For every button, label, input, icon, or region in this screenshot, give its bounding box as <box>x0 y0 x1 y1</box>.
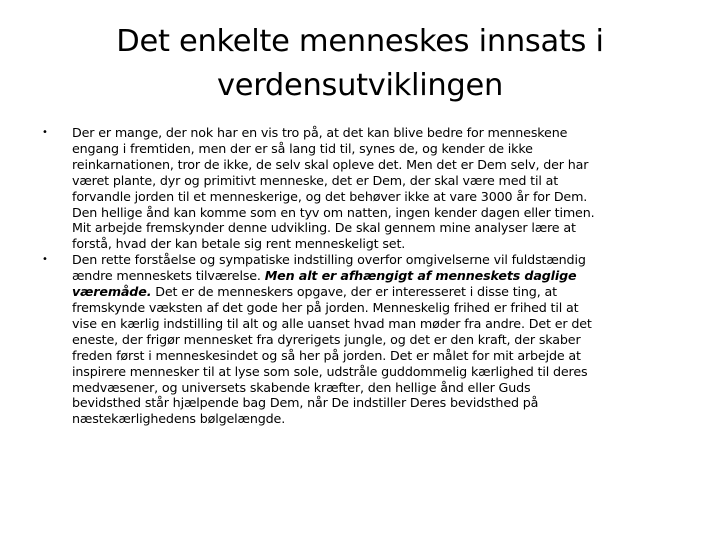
text-line <box>72 268 692 284</box>
text-line: engang i fremtiden, men der er så lang tid til, synes de, og kender de ikke <box>72 140 533 156</box>
slide-title-line: verdensutviklingen <box>217 68 503 103</box>
text-line: været plante, dyr og primitivt menneske, det er Dem, der skal være med til at <box>72 172 559 188</box>
bullet-icon: • <box>42 254 48 266</box>
text-line: forvandle jorden til et menneskerige, og det behøver ikke at vare 3000 år for Dem. <box>72 188 588 204</box>
slide-title-line: Det enkelte menneskes innsats i <box>116 24 604 59</box>
text-line: freden først i menneskesindet og så her på jorden. Det er målet for mit arbejde at <box>72 347 581 363</box>
text-line: Den hellige ånd kan komme som en tyv om natten, ingen kender dagen eller timen. <box>72 204 595 220</box>
text-line: Den rette forståelse og sympatiske indstilling overfor omgivelserne vil fuldstændig <box>72 252 586 268</box>
text-line: næstekærlighedens bølgelængde. <box>72 411 286 427</box>
text-line: forstå, hvad der kan betale sig rent menneskeligt set. <box>72 236 406 252</box>
bullet-item-1 <box>42 125 692 252</box>
bullet-list <box>42 125 692 427</box>
text-segment: ændre menneskets tilværelse. <box>72 268 265 284</box>
emphasis-text: væremåde. <box>72 284 152 300</box>
text-line <box>72 284 692 300</box>
slide-title <box>60 20 660 108</box>
text-line: bevidsthed står hjælpende bag Dem, når De indstiller Deres bevidsthed på <box>72 395 539 411</box>
emphasis-text: Men alt er afhængigt af menneskets daglige <box>264 268 577 284</box>
text-line: Mit arbejde fremskynder denne udvikling. De skal gennem mine analyser lære at <box>72 220 576 236</box>
text-line: reinkarnationen, tror de ikke, de selv skal opleve det. Men det er Dem selv, der har <box>72 156 589 172</box>
text-line: medvæsener, og universets skabende kræfter, den hellige ånd eller Guds <box>72 379 531 395</box>
text-segment: Det er de menneskers opgave, der er interesseret i disse ting, at <box>151 284 557 300</box>
text-line: fremskynde væksten af det gode her på jorden. Menneskelig frihed er frihed til at <box>72 299 579 315</box>
text-line: Der er mange, der nok har en vis tro på, at det kan blive bedre for menneskene <box>72 125 568 140</box>
text-line: eneste, der frigør mennesket fra dyrerigets jungle, og det er den kraft, der skaber <box>72 331 581 347</box>
bullet-item-2 <box>42 252 692 427</box>
text-line: vise en kærlig indstilling til alt og alle uanset hvad man møder fra andre. Det er det <box>72 315 592 331</box>
text-line: inspirere mennesker til at lyse som sole, udstråle guddommelig kærlighed til deres <box>72 363 588 379</box>
bullet-icon: • <box>42 127 48 138</box>
